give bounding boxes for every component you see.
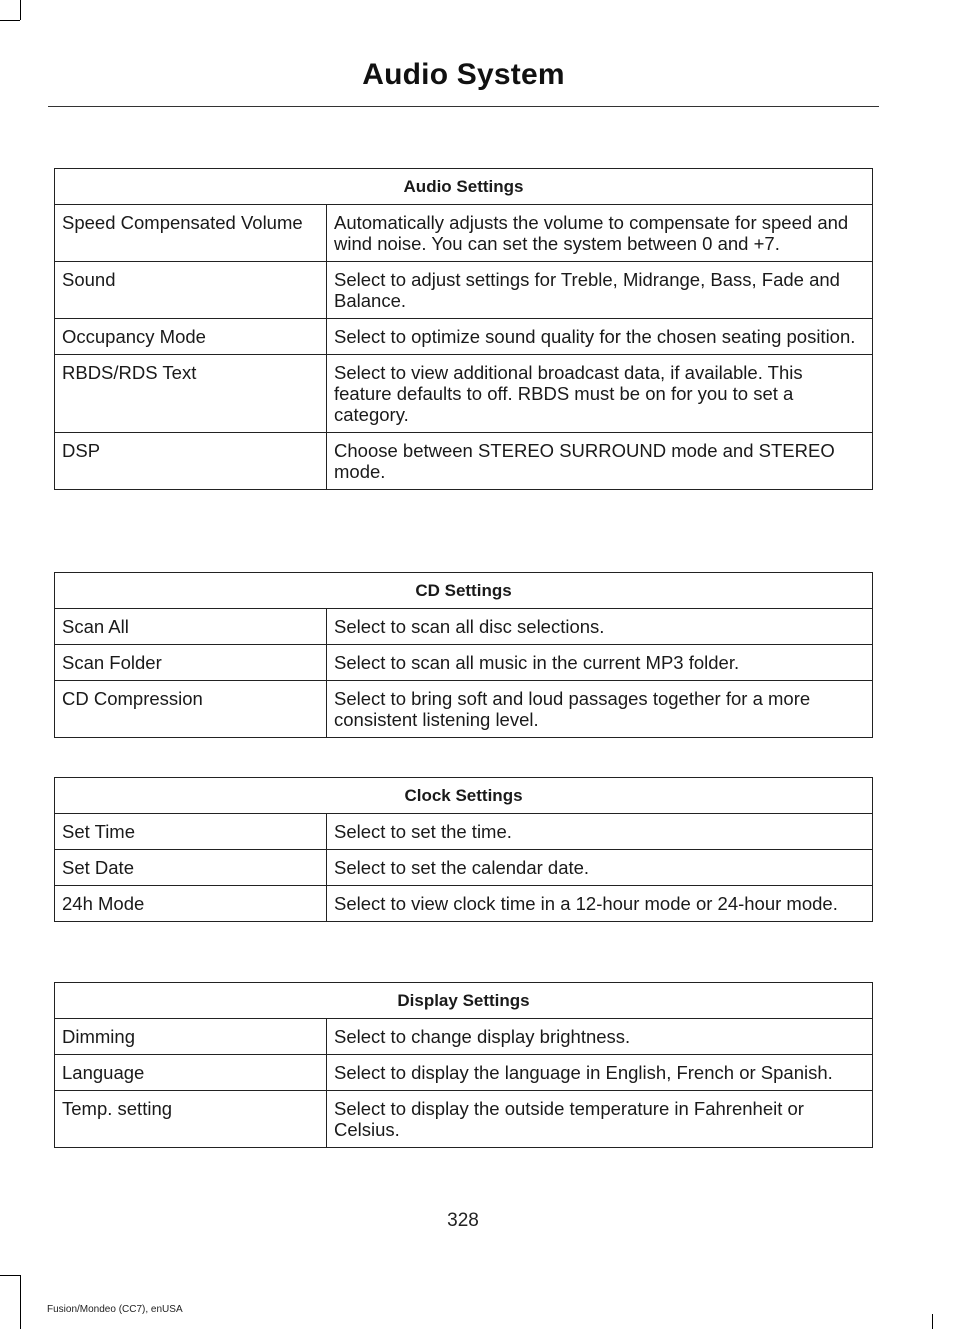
setting-description: Choose between STEREO SURROUND mode and STEREO mode. [327,433,873,490]
setting-description: Select to bring soft and loud passages together for a more consistent listening level. [327,681,873,738]
footer-text: Fusion/Mondeo (CC7), enUSA [47,1304,183,1315]
table-row [55,814,873,850]
table-row [55,850,873,886]
table-row [55,645,873,681]
crop-mark [20,0,21,20]
table-row [55,262,873,319]
page-number: 328 [447,1210,479,1231]
setting-name: Scan Folder [55,645,327,681]
setting-name: DSP [55,433,327,490]
table-header: Clock Settings [55,778,873,814]
crop-mark [20,1275,21,1329]
setting-description: Select to adjust settings for Treble, Midrange, Bass, Fade and Balance. [327,262,873,319]
clock-settings-table [54,777,873,922]
setting-name: Language [55,1055,327,1091]
audio-settings-table [54,168,873,490]
setting-description: Select to optimize sound quality for the chosen seating position. [327,319,873,355]
setting-name: CD Compression [55,681,327,738]
table-row [55,609,873,645]
setting-description: Select to display the outside temperature in Fahrenheit or Celsius. [327,1091,873,1148]
table-header: CD Settings [55,573,873,609]
setting-name: RBDS/RDS Text [55,355,327,433]
table-row [55,886,873,922]
page-title: Audio System [362,58,565,91]
table-row [55,1055,873,1091]
table-header: Audio Settings [55,169,873,205]
setting-name: Set Date [55,850,327,886]
title-divider [48,106,879,107]
setting-name: Scan All [55,609,327,645]
table-row [55,205,873,262]
setting-name: Speed Compensated Volume [55,205,327,262]
table-header-row [55,573,873,609]
crop-mark [932,1314,933,1329]
setting-description: Select to scan all music in the current MP3 folder. [327,645,873,681]
setting-description: Select to set the time. [327,814,873,850]
setting-name: 24h Mode [55,886,327,922]
table-header-row [55,778,873,814]
display-settings-table [54,982,873,1148]
table-row [55,433,873,490]
setting-description: Select to scan all disc selections. [327,609,873,645]
setting-description: Select to change display brightness. [327,1019,873,1055]
table-header: Display Settings [55,983,873,1019]
setting-name: Occupancy Mode [55,319,327,355]
setting-description: Automatically adjusts the volume to compensate for speed and wind noise. You can set the system between 0 and +7. [327,205,873,262]
table-header-row [55,983,873,1019]
crop-mark [0,20,20,21]
setting-name: Set Time [55,814,327,850]
setting-description: Select to view additional broadcast data, if available. This feature defaults to off. RBDS must be on for you to set a category. [327,355,873,433]
setting-description: Select to set the calendar date. [327,850,873,886]
setting-description: Select to display the language in English, French or Spanish. [327,1055,873,1091]
table-row [55,1091,873,1148]
table-row [55,1019,873,1055]
setting-name: Dimming [55,1019,327,1055]
crop-mark [0,1275,20,1276]
table-header-row [55,169,873,205]
setting-description: Select to view clock time in a 12-hour mode or 24-hour mode. [327,886,873,922]
table-row [55,681,873,738]
setting-name: Sound [55,262,327,319]
table-row [55,355,873,433]
setting-name: Temp. setting [55,1091,327,1148]
table-row [55,319,873,355]
cd-settings-table [54,572,873,738]
